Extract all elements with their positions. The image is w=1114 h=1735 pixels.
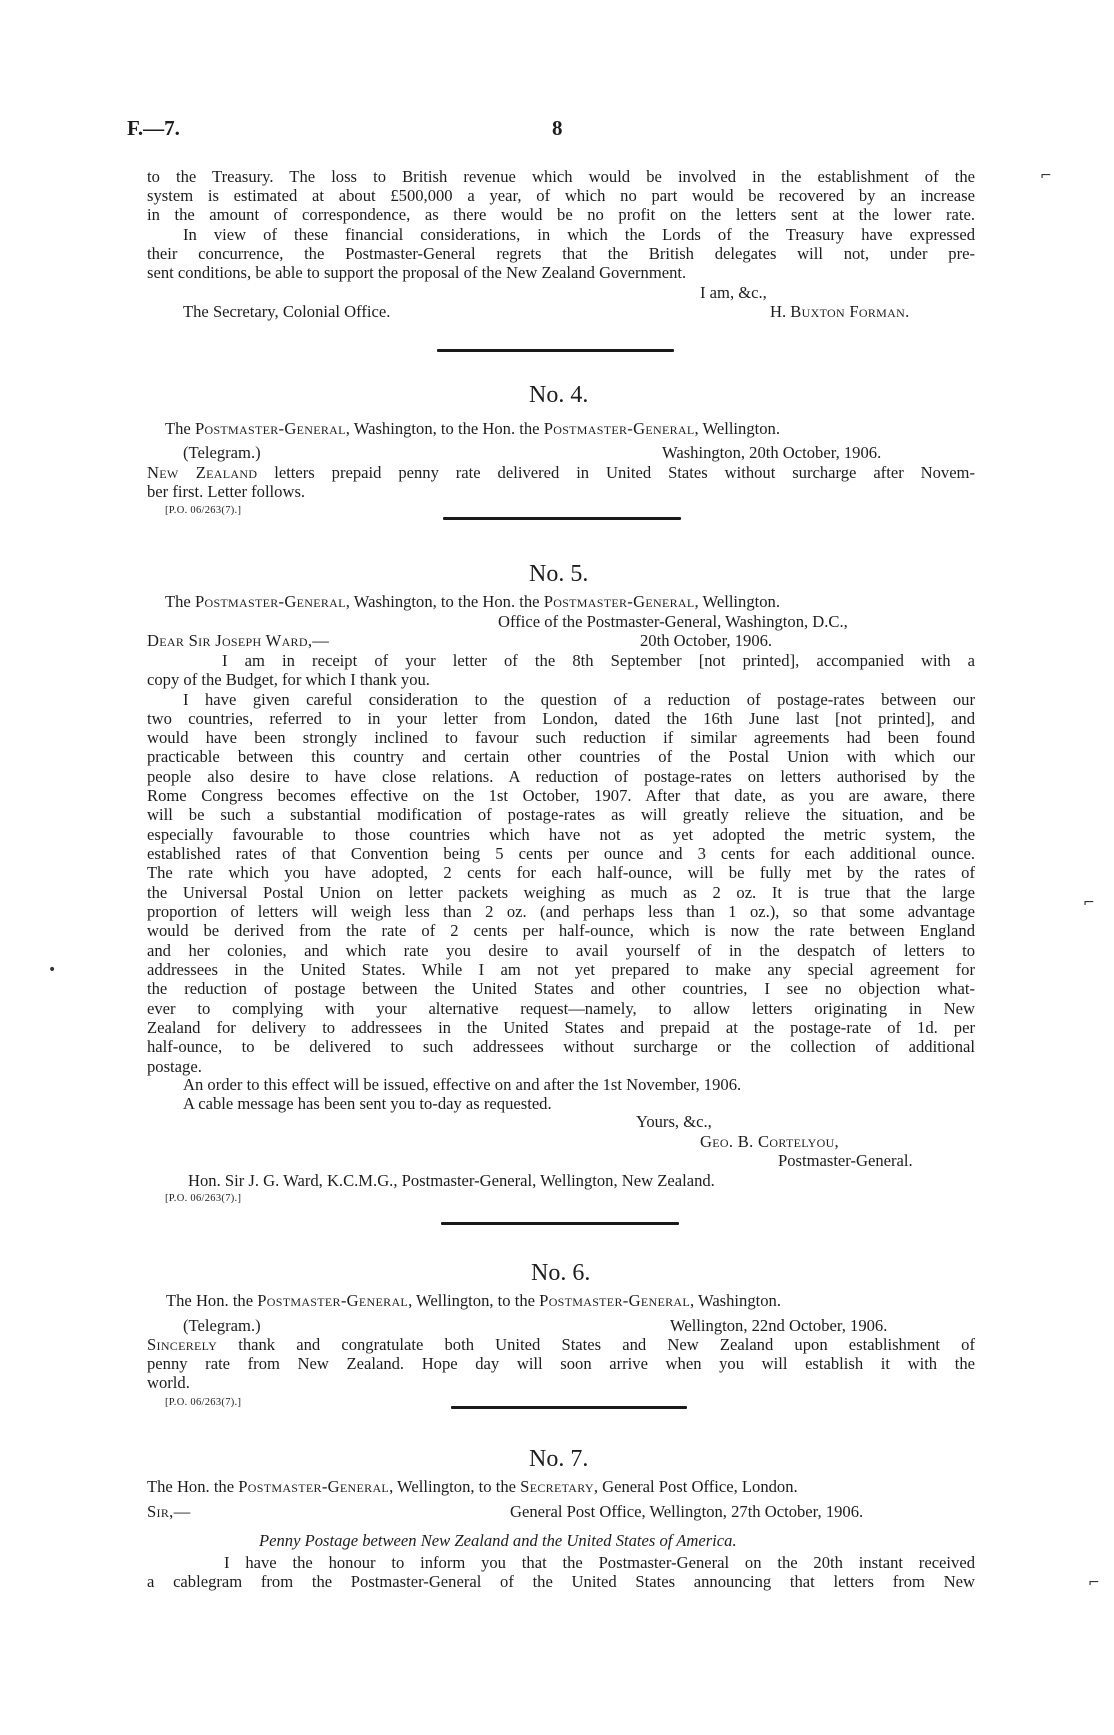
section-number: No. 5. (529, 561, 589, 587)
section-divider (443, 517, 681, 520)
message-line: ber first. Letter follows. (147, 482, 306, 501)
intro-line: in the amount of correspondence, as there would be no profit on the letters sent at the lower rate. (147, 205, 975, 224)
message-dateline: Washington, 20th October, 1906. (662, 443, 882, 462)
letter-office: Office of the Postmaster-General, Washington, D.C., (498, 612, 848, 631)
body-line: two countries, referred to in your letter from London, dated the 16th June last [not printed], and (147, 709, 975, 728)
letter-closing: I am, &c., (700, 283, 767, 302)
body-line: addressees in the United States. While I am not yet prepared to make any special agreement for (147, 960, 975, 979)
section-number: No. 4. (529, 382, 589, 408)
intro-line: system is estimated at about £500,000 a year, of which no part would be recovered by an increase (147, 186, 975, 205)
margin-scan-dot: • (48, 962, 57, 978)
letter-signature-title: Postmaster-General. (778, 1151, 913, 1170)
section-divider (437, 349, 674, 352)
margin-scan-mark: ⌐ (1088, 1575, 1100, 1591)
letter-addressee: The Secretary, Colonial Office. (183, 302, 391, 321)
message-line: world. (147, 1373, 190, 1392)
intro-line: In view of these financial considerations, in which the Lords of the Treasury have expressed (183, 225, 975, 244)
section-number: No. 6. (531, 1260, 591, 1286)
intro-line: to the Treasury. The loss to British revenue which would be involved in the establishment of the (147, 167, 975, 186)
document-reference: F.—7. (127, 116, 180, 140)
section-number: No. 7. (529, 1446, 589, 1472)
margin-scan-mark: ⌐ (1040, 168, 1052, 184)
body-line: would have been strongly inclined to favour such reduction if similar agreements had been found (147, 728, 975, 747)
section-heading: The Hon. the Postmaster-General, Wellington, to the Postmaster-General, Washington. (166, 1291, 781, 1310)
body-line: An order to this effect will be issued, effective on and after the 1st November, 1906. (183, 1075, 742, 1094)
body-line: the Universal Postal Union on letter packets weighing as much as 2 oz. It is true that the large (147, 883, 975, 902)
file-reference: [P.O. 06/263(7).] (165, 1193, 242, 1204)
body-line: A cable message has been sent you to-day as requested. (183, 1094, 552, 1113)
message-line: penny rate from New Zealand. Hope day will soon arrive when you will establish it with the (147, 1354, 975, 1373)
letter-signature: H. Buxton Forman. (770, 302, 910, 321)
message-line: Sincerely thank and congratulate both United States and New Zealand upon establishment of (147, 1335, 975, 1354)
body-line: practicable between this country and certain other countries of the Postal Union with which our (147, 747, 975, 766)
body-line: The rate which you have adopted, 2 cents for each half-ounce, will be fully met by the rates of (147, 863, 975, 882)
letter-signature: Geo. B. Cortelyou, (700, 1132, 839, 1151)
body-line: half-ounce, to be delivered to such addressees without surcharge or the collection of additional (147, 1037, 975, 1056)
letter-addressee: Hon. Sir J. G. Ward, K.C.M.G., Postmaster-General, Wellington, New Zealand. (188, 1171, 715, 1190)
body-line: copy of the Budget, for which I thank you. (147, 670, 430, 689)
letter-closing: Yours, &c., (636, 1112, 712, 1131)
message-line: New Zealand letters prepaid penny rate delivered in United States without surcharge after Novem- (147, 463, 975, 482)
body-line: proportion of letters will weigh less than 2 oz. (and perhaps less than 1 oz.), so that some advantage (147, 902, 975, 921)
letter-dateline: General Post Office, Wellington, 27th October, 1906. (510, 1502, 864, 1521)
intro-line: sent conditions, be able to support the proposal of the New Zealand Government. (147, 263, 687, 282)
body-line: Zealand for delivery to addressees in the United States and prepaid at the postage-rate of 1d. per (147, 1018, 975, 1037)
section-divider (451, 1406, 687, 1409)
section-divider (441, 1222, 679, 1225)
section-heading: The Hon. the Postmaster-General, Wellington, to the Secretary, General Post Office, London. (147, 1477, 798, 1496)
body-line: I have the honour to inform you that the Postmaster-General on the 20th instant received (224, 1553, 975, 1572)
letter-subject: Penny Postage between New Zealand and the United States of America. (259, 1531, 737, 1550)
body-line: will be such a substantial modification of postage-rates as will greatly relieve the situation, and be (147, 805, 975, 824)
section-heading: The Postmaster-General, Washington, to the Hon. the Postmaster-General, Wellington. (165, 592, 780, 611)
letter-date: 20th October, 1906. (640, 631, 773, 650)
body-line: I have given careful consideration to the question of a reduction of postage-rates between our (183, 690, 975, 709)
body-line: especially favourable to those countries which have not as yet adopted the metric system, the (147, 825, 975, 844)
body-line: I am in receipt of your letter of the 8th September [not printed], accompanied with a (222, 651, 975, 670)
body-line: Rome Congress becomes effective on the 1st October, 1907. After that date, as you are aware, there (147, 786, 975, 805)
page-number: 8 (552, 116, 563, 140)
body-line: established rates of that Convention being 5 cents per ounce and 3 cents for each additional ounce. (147, 844, 975, 863)
message-dateline: Wellington, 22nd October, 1906. (670, 1316, 888, 1335)
letter-salutation: Sir,— (147, 1502, 191, 1521)
file-reference: [P.O. 06/263(7).] (165, 505, 242, 516)
margin-scan-mark: ⌐ (1083, 895, 1095, 911)
section-heading: The Postmaster-General, Washington, to the Hon. the Postmaster-General, Wellington. (165, 419, 780, 438)
body-line: the reduction of postage between the United States and other countries, I see no objection what- (147, 979, 975, 998)
body-line: ever to complying with your alternative request—namely, to allow letters originating in New (147, 999, 975, 1018)
intro-line: their concurrence, the Postmaster-General regrets that the British delegates will not, under pre- (147, 244, 975, 263)
body-line: would be derived from the rate of 2 cents per half-ounce, which is now the rate between England (147, 921, 975, 940)
file-reference: [P.O. 06/263(7).] (165, 1397, 242, 1408)
message-kind: (Telegram.) (183, 1316, 261, 1335)
message-kind: (Telegram.) (183, 443, 261, 462)
body-line: a cablegram from the Postmaster-General of the United States announcing that letters from New (147, 1572, 975, 1591)
body-line: and her colonies, and which rate you desire to avail yourself of in the despatch of letters to (147, 941, 975, 960)
body-line: postage. (147, 1057, 202, 1076)
body-line: people also desire to have close relations. A reduction of postage-rates on letters authorised by the (147, 767, 975, 786)
letter-salutation: Dear Sir Joseph Ward,— (147, 631, 330, 650)
